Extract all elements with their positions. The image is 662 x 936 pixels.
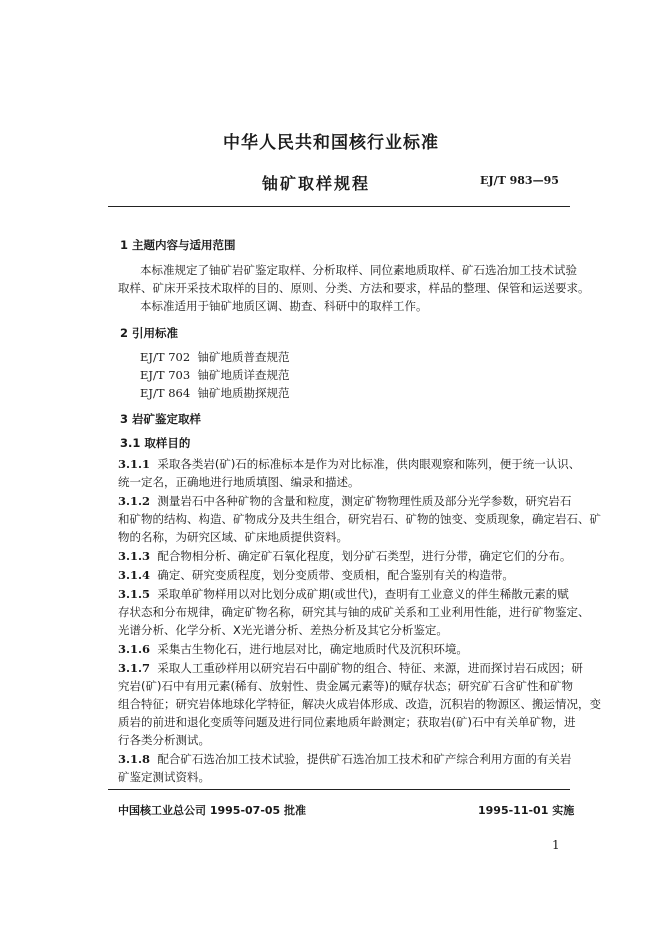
implementation-date: 1995-11-01 实施	[478, 804, 575, 817]
section-2-heading: 2 引用标准	[120, 326, 179, 340]
section-1-line: 本标准规定了铀矿岩矿鉴定取样、分析取样、同位素地质取样、矿石选冶加工技术试验	[140, 263, 577, 277]
ref-title: 铀矿地质勘探规范	[197, 386, 290, 400]
ref-code: EJ/T 703	[140, 368, 191, 382]
ref-item	[140, 385, 289, 401]
ref-item	[140, 367, 289, 383]
standard-title: 中华人民共和国核行业标准	[223, 133, 439, 153]
section-1-line: 本标准适用于铀矿地质区调、勘查、科研中的取样工作。	[140, 299, 428, 313]
clause-line	[118, 641, 468, 657]
clause-line: 光谱分析、化学分析、X光光谱分析、差热分析及其它分析鉴定。	[118, 623, 448, 637]
clause-number: 3.1.5	[118, 587, 151, 601]
clause-line	[118, 548, 571, 564]
clause-line: 和矿物的结构、构造、矿物成分及共生组合，研究岩石、矿物的蚀变、变质现象，确定岩石、矿	[118, 512, 601, 526]
approval-line: 中国核工业总公司 1995-07-05 批准	[118, 804, 307, 817]
clause-text: 采集古生物化石，进行地层对比，确定地质时代及沉积环境。	[157, 642, 468, 656]
clause-number: 3.1.1	[118, 457, 151, 471]
clause-line	[118, 660, 583, 676]
clause-line	[118, 586, 569, 602]
clause-text: 测量岩石中各种矿物的含量和粒度，测定矿物物理性质及部分光学参数，研究岩石	[157, 494, 572, 508]
section-1-line: 取样、矿床开采技术取样的目的、原则、分类、方法和要求，样品的整理、保管和运送要求。	[118, 281, 590, 295]
clause-text: 确定、研究变质程度，划分变质带、变质相，配合鉴别有关的构造带。	[157, 568, 514, 582]
clause-text: 采取人工重砂样用以研究岩石中副矿物的组合、特征、来源，进而探讨岩石成因；研	[157, 661, 583, 675]
clause-number: 3.1.2	[118, 494, 151, 508]
section-3-heading: 3 岩矿鉴定取样	[120, 412, 202, 426]
clause-line	[118, 567, 514, 583]
clause-line	[118, 493, 571, 509]
ref-item	[140, 349, 289, 365]
clause-line: 究岩(矿)石中有用元素(稀有、放射性、贵金属元素等)的赋存状态；研究矿石含矿性和矿物	[118, 679, 573, 693]
clause-number: 3.1.4	[118, 568, 151, 582]
clause-line	[118, 456, 580, 472]
clause-number: 3.1.7	[118, 661, 151, 675]
clause-text: 采取各类岩(矿)石的标准标本是作为对比标准，供肉眼观察和陈列，便于统一认识、	[157, 457, 581, 471]
clause-line: 存状态和分布规律，确定矿物名称，研究其与铀的成矿关系和工业利用性能，进行矿物鉴定、	[118, 605, 590, 619]
ref-code: EJ/T 702	[140, 350, 191, 364]
ref-title: 铀矿地质普查规范	[197, 350, 290, 364]
footer-divider	[108, 789, 570, 790]
clause-line: 质岩的前进和退化变质等问题及进行同位素地质年龄测定；获取岩(矿)石中有关单矿物，进	[118, 715, 576, 729]
clause-line: 统一定名，正确地进行地质填图、编录和描述。	[118, 475, 360, 489]
clause-text: 采取单矿物样用以对比划分成矿期(或世代)，查明有工业意义的伴生稀散元素的赋	[157, 587, 569, 601]
header-divider	[108, 206, 570, 207]
clause-number: 3.1.3	[118, 549, 151, 563]
doc-title: 铀矿取样规程	[262, 174, 371, 193]
clause-text: 配合物相分析、确定矿石氧化程度，划分矿石类型，进行分带，确定它们的分布。	[157, 549, 572, 563]
clause-text: 配合矿石选冶加工技术试验，提供矿石选冶加工技术和矿产综合利用方面的有关岩	[157, 752, 572, 766]
subsection-3-1-heading: 3.1 取样目的	[120, 436, 191, 450]
page-number: 1	[552, 838, 560, 852]
clause-number: 3.1.8	[118, 752, 151, 766]
clause-line	[118, 751, 571, 767]
section-1-heading: 1 主题内容与适用范围	[120, 238, 236, 252]
clause-line: 组合特征；研究岩体地球化学特征，解决火成岩体形成、改造，沉积岩的物源区、搬运情况，变	[118, 697, 601, 711]
ref-title: 铀矿地质详查规范	[197, 368, 290, 382]
clause-line: 物的名称，为研究区域、矿床地质提供资料。	[118, 530, 348, 544]
doc-code: EJ/T 983—95	[480, 174, 559, 187]
ref-code: EJ/T 864	[140, 386, 191, 400]
clause-line: 矿鉴定测试资料。	[118, 770, 210, 784]
clause-number: 3.1.6	[118, 642, 151, 656]
clause-line: 行各类分析测试。	[118, 733, 210, 747]
